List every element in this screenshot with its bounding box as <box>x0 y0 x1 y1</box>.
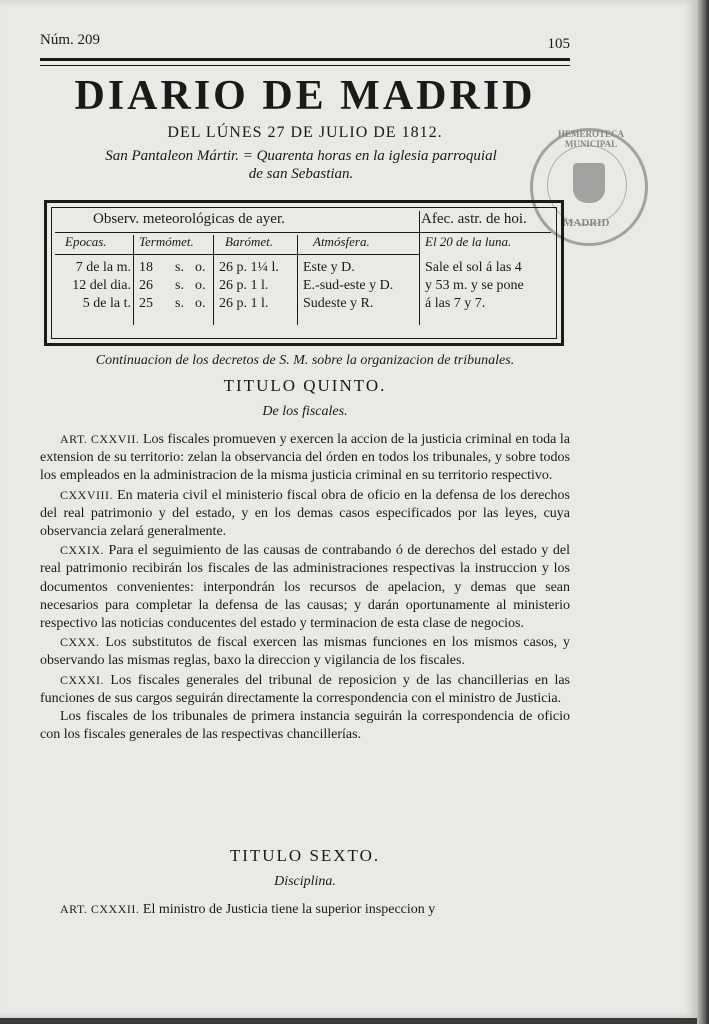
astro-column <box>425 259 524 313</box>
titulo-sexto: TITULO SEXTO. <box>229 846 381 865</box>
epoca-cell: 5 de la t. <box>82 296 131 311</box>
meteo-header-rule <box>55 254 419 255</box>
epoca-column <box>57 259 131 313</box>
col-divider <box>419 211 420 325</box>
article-number: CXXX. <box>60 635 100 650</box>
epoca-cell: 7 de la m. <box>75 260 131 275</box>
meteo-rule <box>55 232 551 233</box>
article-paragraph <box>40 430 570 486</box>
last-article <box>40 902 570 918</box>
article-paragraph <box>40 708 570 744</box>
masthead-rule <box>40 58 570 61</box>
term-o-cell: o. <box>195 260 206 275</box>
article-number: CXXIX. <box>60 543 104 558</box>
article-paragraph <box>40 541 570 633</box>
barom-column <box>219 259 279 313</box>
barom-cell: 26 p. 1¼ l. <box>219 260 279 275</box>
col-atmosfera: Atmósfera. <box>313 234 370 249</box>
article-text: Los substitutos de fiscal exercen las mismas funciones en los mismos casos, y observando las mismas reglas, baxo la direccion y vigilancia de los fiscales. <box>40 635 571 669</box>
epoca-cell: 12 del dia. <box>72 278 131 293</box>
term-cell: 18 <box>139 260 153 275</box>
term-column <box>139 259 153 313</box>
article-text: Los fiscales promueven y exercen la accion de la justicia criminal en toda la extension de su territorio: zelan la observancia del órden en todos los tribunales, y sobre todos los empleados en la administracion de la misma justicia criminal en su territorio respectivo. <box>40 432 570 484</box>
meteo-title: Observ. meteorológicas de ayer. <box>93 211 285 227</box>
article-text: En materia civil el ministerio fiscal obra de oficio en la defensa de los derechos del real patrimonio y del estado, y en los demas casos especificados por las leyes, cuya observancia zelará generalmente. <box>40 487 571 540</box>
col-termometro: Termómet. <box>139 234 194 249</box>
article-number: ART. CXXVII. <box>60 432 140 446</box>
atm-cell: Sudeste y R. <box>303 296 374 311</box>
col-divider <box>133 235 134 325</box>
article-paragraph <box>40 633 570 670</box>
newspaper-title: DIARIO DE MADRID <box>74 73 536 119</box>
article-number: CXXVIII. <box>60 487 113 502</box>
col-luna: El 20 de la luna. <box>425 234 512 249</box>
titulo-quinto: TITULO QUINTO. <box>223 376 387 395</box>
astro-title: Afec. astr. de hoi. <box>421 211 527 227</box>
article-text: Los fiscales generales del tribunal de reposicion y de las chancillerias en las funciones de sus cargos seguirán directamente la correspondencia con el ministro de Justicia. <box>40 672 571 706</box>
atm-cell: E.-sud-este y D. <box>303 278 394 293</box>
page-edge <box>697 0 709 1024</box>
saint-of-day <box>56 147 546 183</box>
article-paragraph <box>40 671 570 708</box>
barom-cell: 26 p. 1 l. <box>219 296 269 311</box>
col-barometro: Barómet. <box>225 234 274 249</box>
astro-line: y 53 m. y se pone <box>425 278 524 293</box>
term-cell: 25 <box>139 296 153 311</box>
col-divider <box>213 235 214 325</box>
titulo-sexto-subtitle: Disciplina. <box>274 874 336 889</box>
saint-line-1: San Pantaleon Mártir. = Quarenta horas en la iglesia parroquial <box>105 148 497 164</box>
article-text: Para el seguimiento de las causas de contrabando ó de derechos del estado y del real patrimonio recibirán los fiscales de las administraciones respectivas la instruccion y los documentos convenientes: interpondrán los recursos de apelacion, y demas que sean necesarios para completar la defensa de las causas; y darán oportunamente al ministerio respectivo las noticias conducentes del estado y terminacion de esta clase de negocios. <box>40 543 570 632</box>
article-number: CXXXI. <box>60 672 104 687</box>
astro-line: Sale el sol á las 4 <box>425 260 522 275</box>
article-text: El ministro de Justicia tiene la superior inspeccion y <box>142 902 436 917</box>
continuation-heading: Continuacion de los decretos de S. M. sobre la organizacion de tribunales. <box>95 353 515 368</box>
titulo-quinto-subtitle: De los fiscales. <box>262 404 348 419</box>
page-number: 105 <box>547 36 570 52</box>
stamp-text-bottom: MADRID <box>563 217 610 229</box>
col-epocas: Epocas. <box>65 234 107 249</box>
term-o-cell: o. <box>195 296 206 311</box>
term-o-cell: o. <box>195 278 206 293</box>
saint-line-2: de san Sebastian. <box>248 166 354 182</box>
term-s-cell: s. <box>175 296 184 311</box>
term-o-column <box>195 259 206 313</box>
term-cell: 26 <box>139 278 153 293</box>
meteo-table <box>44 200 564 346</box>
masthead-top <box>40 30 570 54</box>
issue-number: Núm. 209 <box>40 32 100 48</box>
term-s-cell: s. <box>175 260 184 275</box>
term-s-column <box>175 259 184 313</box>
atm-cell: Este y D. <box>303 260 355 275</box>
atm-column <box>303 259 393 313</box>
stamp-text-top: HEMEROTECA MUNICIPAL <box>557 129 624 149</box>
article-paragraph <box>40 486 570 542</box>
astro-line: á las 7 y 7. <box>425 296 486 311</box>
article-body <box>40 430 570 744</box>
barom-cell: 26 p. 1 l. <box>219 278 269 293</box>
masthead-rule-thin <box>40 65 570 66</box>
term-s-cell: s. <box>175 278 184 293</box>
issue-date: DEL LÚNES 27 DE JULIO DE 1812. <box>167 124 443 141</box>
col-divider <box>297 235 298 325</box>
article-text: Los fiscales de los tribunales de primera instancia seguirán la correspondencia de oficio con los fiscales generales de las respectivas chancillerías. <box>40 709 570 743</box>
article-number: ART. CXXXII. <box>60 902 140 916</box>
crest-icon <box>573 163 605 203</box>
